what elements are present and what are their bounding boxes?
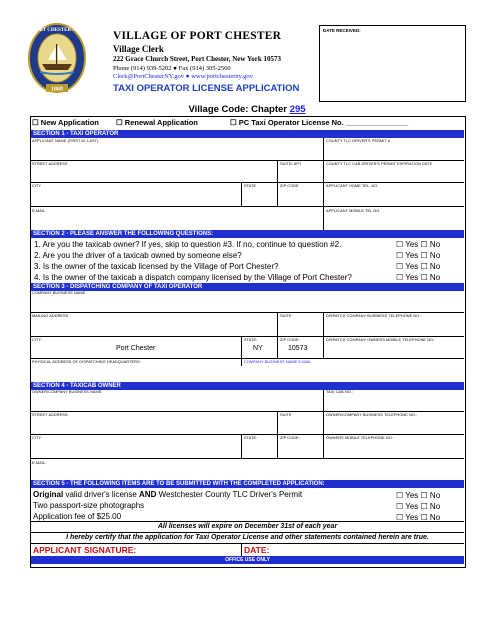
divider	[323, 390, 324, 458]
owner-street-field[interactable]: STREET ADDRESS:	[32, 413, 69, 417]
street-address-field[interactable]: STREET ADDRESS	[32, 162, 68, 166]
hq-address-field[interactable]: PHYSICAL ADDRESS OF DISPATCHING HEADQUARTERS:	[32, 360, 141, 364]
owner-email-field[interactable]: E-MAIL:	[32, 461, 47, 465]
section-1-header: SECTION 1 - TAXI OPERATOR	[31, 130, 464, 138]
dispatch-city-label: CITY:	[32, 338, 42, 342]
owner-suite-field[interactable]: SUITE	[280, 413, 292, 417]
village-seal-logo	[28, 22, 86, 98]
required-item-fee: Application fee of $25.00	[33, 512, 122, 521]
mobile-tel-field[interactable]: APPLICANT MOBILE TEL NO.	[326, 209, 381, 213]
date-received-box[interactable]	[319, 25, 466, 102]
dispatch-city-value[interactable]: Port Chester	[116, 345, 156, 352]
village-code	[30, 104, 464, 115]
divider	[31, 206, 464, 207]
question-2-yes-no[interactable]: ☐ Yes ☐ No	[396, 251, 441, 260]
email-field[interactable]: E-MAIL	[32, 209, 46, 213]
divider	[277, 411, 278, 458]
divider	[31, 358, 464, 359]
item-1-yes-no[interactable]: ☐ Yes ☐ No	[396, 491, 441, 500]
clerk-phone-fax: Phone (914) 939-5202 ● Fax (914) 305-2560	[113, 65, 231, 72]
clerk-address: 222 Grace Church Street, Port Chester, New York 10573	[113, 55, 281, 63]
owner-business-tel-field[interactable]: OWNER/COMPANY BUSINESS TELEPHONE NO.:	[326, 413, 418, 417]
divider	[323, 312, 324, 358]
certification-statement: I hereby certify that the application for Taxi Operator License and other statements contained herein are true.	[66, 534, 429, 541]
new-application-checkbox[interactable]: ☐ New Application	[32, 118, 99, 127]
divider	[31, 160, 464, 161]
applicant-name-field[interactable]: APPLICANT NAME (FIRST M. LAST)	[32, 139, 99, 143]
divider	[323, 138, 324, 230]
divider	[31, 411, 464, 412]
department-name: Village Clerk	[113, 44, 164, 54]
city-field[interactable]: CITY	[32, 184, 42, 188]
home-tel-field[interactable]: APPLICANT HOME TEL. NO.	[326, 184, 379, 188]
dispatch-zip-value[interactable]: 10573	[288, 345, 308, 352]
owner-city-field[interactable]: CITY:	[32, 436, 42, 440]
divider	[31, 336, 464, 337]
divider	[31, 312, 464, 313]
office-use-only-header: OFFICE USE ONLY	[31, 556, 464, 564]
applicant-signature-field[interactable]: APPLICANT SIGNATURE:	[33, 545, 137, 555]
dispatch-owner-mobile-field[interactable]: DISPATCH COMPANY OWNERS MOBILE TELEPHONE NO.:	[326, 338, 436, 342]
divider	[277, 312, 278, 358]
taxi-cab-number-field[interactable]: TAXI CAB NO.:	[326, 390, 354, 394]
item-2-yes-no[interactable]: ☐ Yes ☐ No	[396, 502, 441, 511]
pc-taxi-license-checkbox[interactable]: ☐ PC Taxi Operator License No. _______________	[230, 118, 409, 127]
question-3-yes-no[interactable]: ☐ Yes ☐ No	[396, 262, 441, 271]
section-5-header: SECTION 5 - THE FOLLOWING ITEMS ARE TO BE SUBMITTED WITH THE COMPLETED APPLICATION:	[31, 480, 464, 488]
county-permit-field[interactable]: COUNTY TLC DRIVER'S PERMIT #	[326, 139, 391, 143]
expiration-note: All licenses will expire on December 31st of each year	[157, 523, 338, 530]
divider	[31, 182, 464, 183]
item1-license: valid driver's license	[63, 490, 140, 499]
village-code-label: Village Code: Chapter	[188, 104, 290, 115]
question-2: 2. Are you the driver of a taxicab owned by someone else?	[34, 251, 242, 260]
dispatch-suite-field[interactable]: SUITE	[280, 314, 292, 318]
signature-date-field[interactable]: DATE:	[244, 545, 270, 555]
required-item-license-permit	[33, 490, 302, 499]
owner-name-field[interactable]: OWNER/COMPANY BUSINESS NAME:	[32, 390, 103, 394]
clerk-email-website-link[interactable]: Clerk@PortChesterNY.gov ● www.portchesterny.gov	[113, 73, 253, 80]
divider	[241, 543, 242, 556]
section-2-header: SECTION 2 - PLEASE ANSWER THE FOLLOWING QUESTIONS:	[31, 230, 464, 238]
application-title: TAXI OPERATOR LICENSE APPLICATION	[113, 83, 300, 94]
question-4-yes-no[interactable]: ☐ Yes ☐ No	[396, 273, 441, 282]
permit-expiration-field[interactable]: COUNTY TLC CAB DRIVER'S PERMIT EXPIRATION DATE	[326, 162, 433, 166]
item1-original: Original	[33, 490, 64, 499]
renewal-application-checkbox[interactable]: ☐ Renewal Application	[116, 118, 198, 127]
divider	[241, 182, 242, 206]
company-name-field[interactable]: COMPANY BUSINESS NAME	[32, 291, 86, 295]
village-code-chapter-link[interactable]: 295	[289, 104, 306, 115]
divider	[31, 458, 464, 459]
dispatch-state-value[interactable]: NY	[253, 345, 263, 352]
date-received-label: DATE RECEIVED:	[323, 28, 361, 33]
dispatch-state-label: STATE:	[244, 338, 258, 342]
required-item-photographs: Two passport-size photographs	[33, 501, 145, 510]
state-field[interactable]: STATE	[244, 184, 257, 188]
question-1-yes-no[interactable]: ☐ Yes ☐ No	[396, 240, 441, 249]
svg-text:PORT CHESTER N.Y.: PORT CHESTER N.Y.	[32, 28, 82, 33]
dispatch-zip-label: ZIP CODE:	[280, 338, 300, 342]
question-1: 1. Are you the taxicab owner? If yes, skip to question #3. If no, continue to question #2.	[34, 240, 342, 249]
owner-zip-field[interactable]: ZIP CODE:	[280, 436, 300, 440]
zip-code-field[interactable]: ZIP CODE	[280, 184, 299, 188]
divider	[277, 160, 278, 206]
section-3-header: SECTION 3 - DISPATCHING COMPANY OF TAXI OPERATOR	[31, 283, 464, 291]
dispatch-business-tel-field[interactable]: DISPATCH COMPANY BUSINESS TELEPHONE NO.:	[326, 314, 422, 318]
suite-apt-field[interactable]: SUITE/ APT	[280, 162, 302, 166]
item1-and: AND	[139, 490, 157, 499]
page-title: VILLAGE OF PORT CHESTER	[113, 30, 282, 42]
item1-permit: Westchester County TLC Driver's Permit	[156, 490, 303, 499]
divider	[241, 434, 242, 458]
item-3-yes-no[interactable]: ☐ Yes ☐ No	[396, 513, 441, 522]
svg-text:1868: 1868	[51, 86, 63, 93]
mailing-address-field[interactable]: MAILING ADDRESS	[32, 314, 69, 318]
section-4-header: SECTION 4 - TAXICAB OWNER	[31, 382, 464, 390]
owner-state-field[interactable]: STATE:	[244, 436, 258, 440]
divider	[31, 543, 464, 544]
question-3: 3. Is the owner of the taxicab licensed by the Village of Port Chester?	[34, 262, 279, 271]
owner-mobile-field[interactable]: OWNERS MOBILE TELEPHONE NO.:	[326, 436, 395, 440]
question-4: 4. Is the owner of the taxicab a dispatch company licensed by the Village of Port Chester?	[34, 273, 352, 282]
divider	[241, 336, 242, 366]
company-email-field[interactable]: COMPANY BUSINESS NAME E-MAIL	[244, 360, 312, 364]
divider	[31, 434, 464, 435]
